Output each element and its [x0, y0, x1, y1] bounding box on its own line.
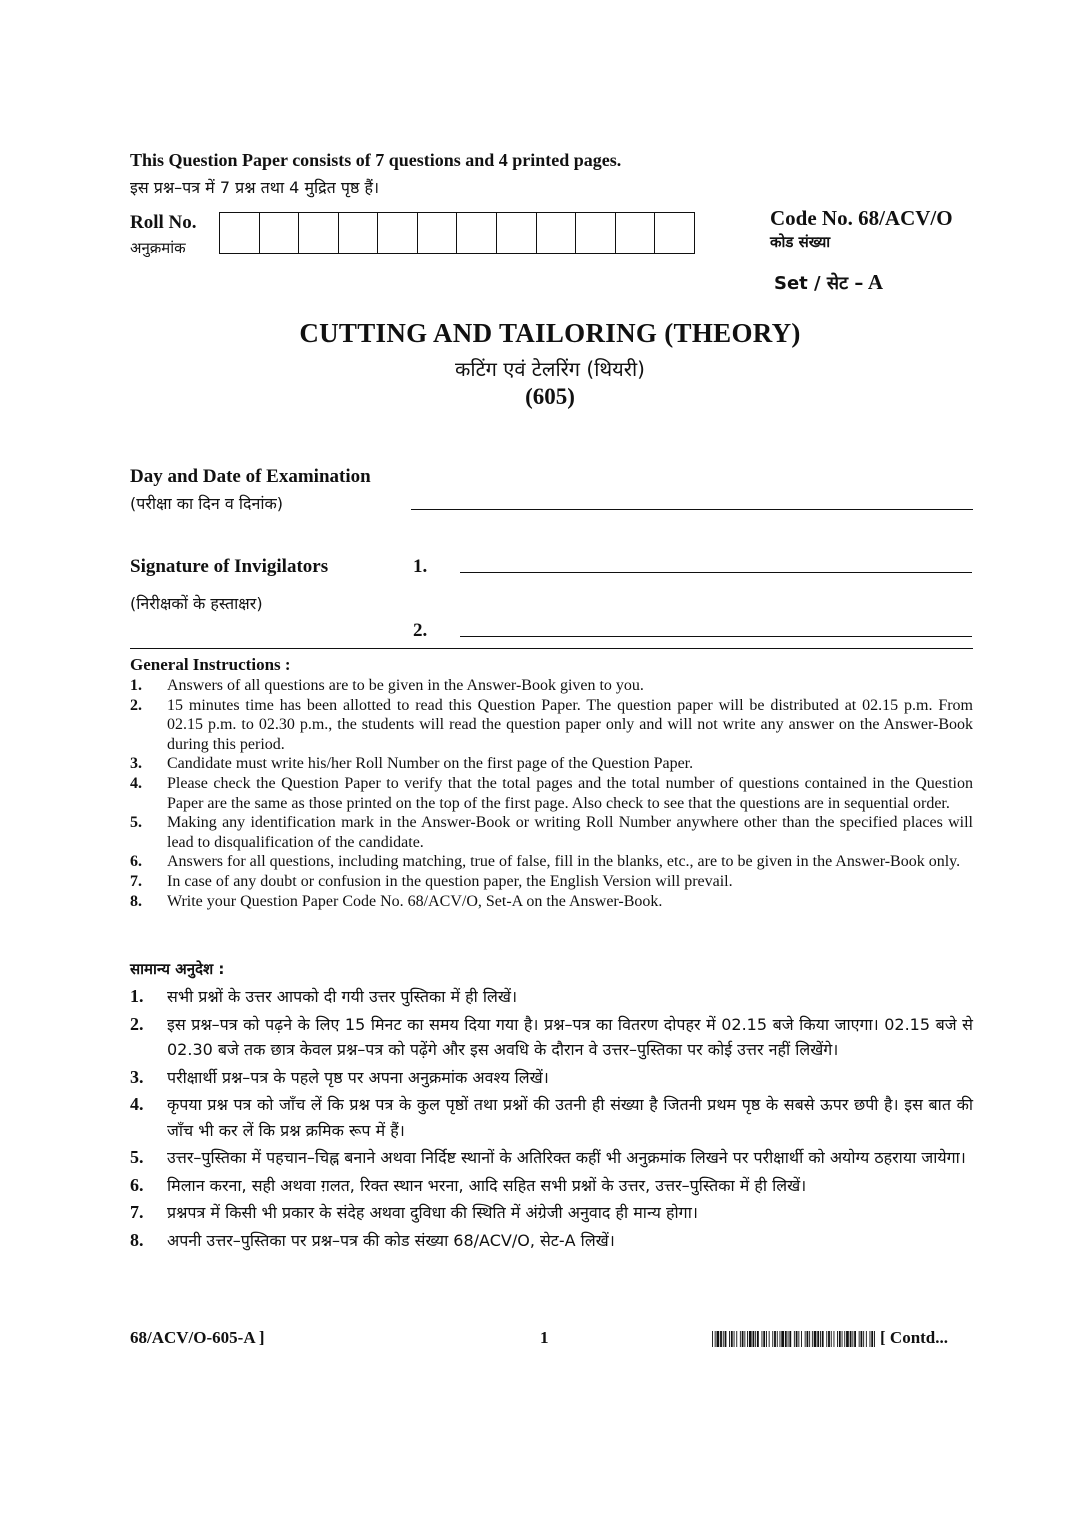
instruction-text: Candidate must write his/her Roll Number on the first page of the Question Paper. — [167, 755, 694, 773]
barcode-bar — [837, 1331, 838, 1347]
instruction-hi-number: 6. — [130, 1174, 144, 1195]
roll-no-box[interactable] — [418, 213, 458, 253]
roll-no-label: Roll No. — [130, 212, 197, 233]
barcode-bar — [780, 1331, 781, 1347]
barcode-bar — [753, 1331, 755, 1347]
instruction-hi-text: कृपया प्रश्न पत्र को जाँच लें कि प्रश्न पत्र के कुल पृष्ठों तथा प्रश्नों की उतनी ही संख्या है जितनी प्रथम पृष्ठ के सबसे ऊपर छपी है। इस बात की जाँच भी कर लें कि प्रश्न क्रमिक रूप में हैं। — [167, 1095, 973, 1140]
instruction-hi-text: अपनी उत्तर–पुस्तिका पर प्रश्न–पत्र की कोड संख्या 68/ACV/O, सेट-A लिखें। — [167, 1230, 615, 1250]
instruction-text: Making any identification mark in the Answer-Book or writing Roll Number anywhere other than the specified places will lead to disqualification of the candidate. — [167, 814, 973, 851]
barcode-bar — [762, 1331, 763, 1347]
instruction-hi-text: सभी प्रश्नों के उत्तर आपको दी गयी उत्तर पुस्तिका में ही लिखें। — [167, 987, 518, 1006]
instruction-number: 1. — [130, 677, 142, 694]
instruction-hi-text: इस प्रश्न–पत्र को पढ़ने के लिए 15 मिनट का समय दिया गया है। प्रश्न–पत्र का वितरण दोपहर में 02.15 बजे किया जाएगा। 02.15 बजे से 02.30 बजे तक छात्र केवल प्रश्न–पत्र को पढ़ेंगे और इस अवधि के दौरान वे उत्तर–पुस्तिका पर कोई उत्तर नहीं लिखेंगे। — [167, 1014, 973, 1059]
barcode-bar — [861, 1331, 863, 1347]
instruction-hi-number: 4. — [130, 1094, 144, 1114]
barcode-bar — [859, 1331, 860, 1347]
barcode-bar — [831, 1331, 832, 1347]
general-instructions-list — [130, 676, 973, 911]
instruction-hi-item — [130, 984, 973, 1010]
general-instructions-list-hi — [130, 984, 973, 1255]
barcode-bar — [720, 1331, 722, 1347]
instruction-text: Write your Question Paper Code No. 68/ACV/O, Set-A on the Answer-Book. — [167, 892, 663, 910]
signature-number-1: 1. — [413, 556, 428, 577]
page-number: 1 — [540, 1328, 549, 1347]
barcode-bar — [777, 1331, 778, 1347]
barcode-bar — [805, 1331, 806, 1347]
invigilator-signature-label: Signature of Invigilators — [130, 556, 329, 577]
instruction-hi-number: 2. — [130, 1013, 144, 1034]
roll-no-box[interactable] — [497, 213, 537, 253]
roll-no-box[interactable] — [576, 213, 616, 253]
barcode-bar — [766, 1331, 767, 1347]
instruction-item — [130, 676, 973, 696]
instruction-hi-number: 5. — [130, 1147, 144, 1167]
barcode-bar — [852, 1331, 853, 1347]
code-number-hi: कोड संख्या — [770, 233, 831, 251]
barcode-bar — [717, 1331, 720, 1347]
instruction-hi-item — [130, 1065, 973, 1091]
roll-no-box[interactable] — [616, 213, 656, 253]
instruction-number: 2. — [130, 696, 142, 714]
barcode-bar — [794, 1331, 795, 1347]
barcode-bar — [817, 1331, 819, 1347]
subject-title: CUTTING AND TAILORING (THEORY) — [299, 318, 801, 348]
barcode-bar — [807, 1331, 809, 1347]
barcode-bar — [757, 1331, 759, 1347]
subject-title-hi: कटिंग एवं टेलरिंग (थियरी) — [455, 357, 645, 381]
roll-no-box[interactable] — [378, 213, 418, 253]
barcode-bar — [814, 1331, 817, 1347]
instruction-hi-item — [130, 1145, 973, 1171]
roll-no-box[interactable] — [220, 213, 260, 253]
set-label — [774, 270, 883, 295]
barcode-bar — [809, 1331, 810, 1347]
general-instructions-heading-hi: सामान्य अनुदेश : — [130, 960, 225, 978]
barcode-bar — [723, 1331, 724, 1347]
barcode-bar — [772, 1331, 773, 1347]
set-prefix: Set / सेट – — [774, 273, 864, 294]
barcode-bar — [742, 1331, 744, 1347]
instruction-hi-item — [130, 1012, 973, 1063]
instruction-hi-item — [130, 1173, 973, 1199]
instruction-text: Please check the Question Paper to verify that the total pages and the total number of questions contained in the Question Paper are the same as those printed on the top of the first page. Also check to see that the questions are in sequential order. — [167, 774, 973, 812]
barcode-bar — [844, 1331, 845, 1347]
instruction-hi-number: 1. — [130, 986, 144, 1006]
roll-no-box[interactable] — [655, 213, 694, 253]
barcode-bar — [740, 1331, 741, 1347]
barcode-bar — [763, 1331, 765, 1347]
barcode-bar — [769, 1331, 770, 1347]
barcode-bar — [731, 1331, 733, 1347]
instruction-text: Answers for all questions, including matching, true of false, fill in the blanks, etc., are to be given in the Answer-Book only. — [167, 853, 961, 871]
barcode-bar — [785, 1331, 787, 1347]
barcode-bar — [734, 1331, 735, 1347]
barcode-bar — [798, 1331, 799, 1347]
instruction-item — [130, 872, 973, 892]
instruction-hi-text: उत्तर–पुस्तिका में पहचान–चिह्न बनाने अथवा निर्दिष्ट स्थानों के अतिरिक्त कहीं भी अनुक्रमांक लिखने पर परीक्षार्थी को अयोग्य ठहराया जायेगा। — [167, 1148, 966, 1167]
barcode-bar — [822, 1331, 824, 1347]
barcode-bar — [870, 1331, 871, 1347]
barcode-bar — [820, 1331, 821, 1347]
instruction-hi-item — [130, 1200, 973, 1226]
barcode-bar — [839, 1331, 841, 1347]
instruction-number: 7. — [130, 872, 142, 890]
signature-number-2: 2. — [413, 620, 428, 641]
barcode-bar — [826, 1331, 827, 1347]
instruction-text: In case of any doubt or confusion in the question paper, the English Version will prevail. — [167, 872, 733, 890]
barcode-bar — [871, 1331, 873, 1347]
instruction-number: 6. — [130, 853, 142, 871]
barcode-bar — [789, 1331, 791, 1347]
roll-no-box[interactable] — [339, 213, 379, 253]
roll-no-box[interactable] — [457, 213, 497, 253]
instruction-item — [130, 813, 973, 852]
instruction-item — [130, 774, 973, 813]
instruction-hi-text: परीक्षार्थी प्रश्न–पत्र के पहले पृष्ठ पर अपना अनुक्रमांक अवश्य लिखें। — [167, 1067, 549, 1087]
barcode-bar — [796, 1331, 798, 1347]
instruction-hi-number: 7. — [130, 1202, 144, 1222]
instruction-hi-text: प्रश्नपत्र में किसी भी प्रकार के संदेह अथवा दुविधा की स्थिति में अंग्रेजी अनुवाद ही मान्य होगा। — [167, 1203, 698, 1222]
instruction-number: 4. — [130, 774, 142, 792]
instruction-item — [130, 754, 973, 774]
instruction-text: Answers of all questions are to be given in the Answer-Book given to you. — [167, 677, 644, 694]
barcode-bar — [866, 1331, 867, 1347]
section-divider — [130, 648, 973, 649]
instruction-item — [130, 852, 973, 872]
barcode-bar — [834, 1331, 835, 1347]
subject-code: (605) — [525, 384, 575, 409]
instruction-number: 5. — [130, 814, 142, 832]
barcode-bar — [747, 1331, 748, 1347]
barcode-bar — [863, 1331, 864, 1347]
paper-summary-en: This Question Paper consists of 7 questions and 4 printed pages. — [130, 150, 622, 170]
barcode-bar — [788, 1331, 789, 1347]
invigilator-signature-label-hi: (निरीक्षकों के हस्ताक्षर) — [130, 594, 263, 613]
barcode-bar — [774, 1331, 776, 1347]
instruction-hi-item — [130, 1228, 973, 1254]
barcode-bar — [874, 1331, 875, 1347]
barcode-bar — [736, 1331, 737, 1347]
roll-no-box[interactable] — [299, 213, 339, 253]
instruction-text: 15 minutes time has been allotted to read this Question Paper. The question paper will be distributed at 02.15 p.m. From 02.15 p.m. to 02.30 p.m., the students will read the question paper only and will not write any answer on the Answer-Book during this period. — [167, 696, 973, 753]
exam-date-label: Day and Date of Examination — [130, 466, 371, 487]
instruction-hi-number: 3. — [130, 1066, 144, 1087]
general-instructions-heading: General Instructions : — [130, 655, 291, 674]
instruction-item — [130, 696, 973, 755]
barcode — [712, 1331, 876, 1347]
instruction-item — [130, 892, 973, 912]
barcode-bar — [755, 1331, 756, 1347]
barcode-bar — [854, 1331, 856, 1347]
instruction-number: 3. — [130, 755, 142, 773]
barcode-bar — [725, 1331, 727, 1347]
instruction-hi-item — [130, 1092, 973, 1143]
instruction-hi-number: 8. — [130, 1229, 144, 1250]
instruction-hi-text: मिलान करना, सही अथवा ग़लत, रिक्त स्थान भरना, आदि सहित सभी प्रश्नों के उत्तर, उत्तर–पुस्तिका में ही लिखें। — [167, 1175, 807, 1195]
exam-date-field[interactable] — [411, 509, 973, 510]
barcode-bar — [715, 1331, 716, 1347]
barcode-bar — [729, 1331, 730, 1347]
barcode-bar — [749, 1331, 752, 1347]
roll-no-boxes[interactable] — [219, 212, 695, 254]
barcode-bar — [842, 1331, 843, 1347]
barcode-bar — [712, 1331, 713, 1347]
barcode-bar — [812, 1331, 813, 1347]
barcode-bar — [828, 1331, 830, 1347]
barcode-bar — [744, 1331, 745, 1347]
instruction-number: 8. — [130, 892, 142, 910]
exam-date-label-hi: (परीक्षा का दिन व दिनांक) — [130, 494, 284, 513]
footer-paper-code: 68/ACV/O-605-A ] — [130, 1328, 265, 1347]
roll-no-label-hi: अनुक्रमांक — [130, 239, 186, 257]
barcode-bar — [801, 1331, 802, 1347]
barcode-bar — [781, 1331, 784, 1347]
signature-field-1[interactable] — [460, 572, 972, 573]
barcode-bar — [850, 1331, 852, 1347]
roll-no-box[interactable] — [537, 213, 577, 253]
signature-field-2[interactable] — [460, 636, 972, 637]
paper-summary-hi: इस प्रश्न–पत्र में 7 प्रश्न तथा 4 मुद्रित पृष्ठ हैं। — [130, 178, 380, 197]
code-number: Code No. 68/ACV/O — [770, 206, 953, 230]
roll-no-box[interactable] — [260, 213, 300, 253]
barcode-bar — [846, 1331, 849, 1347]
continued-label: [ Contd... — [880, 1328, 949, 1347]
set-value: A — [867, 270, 884, 294]
